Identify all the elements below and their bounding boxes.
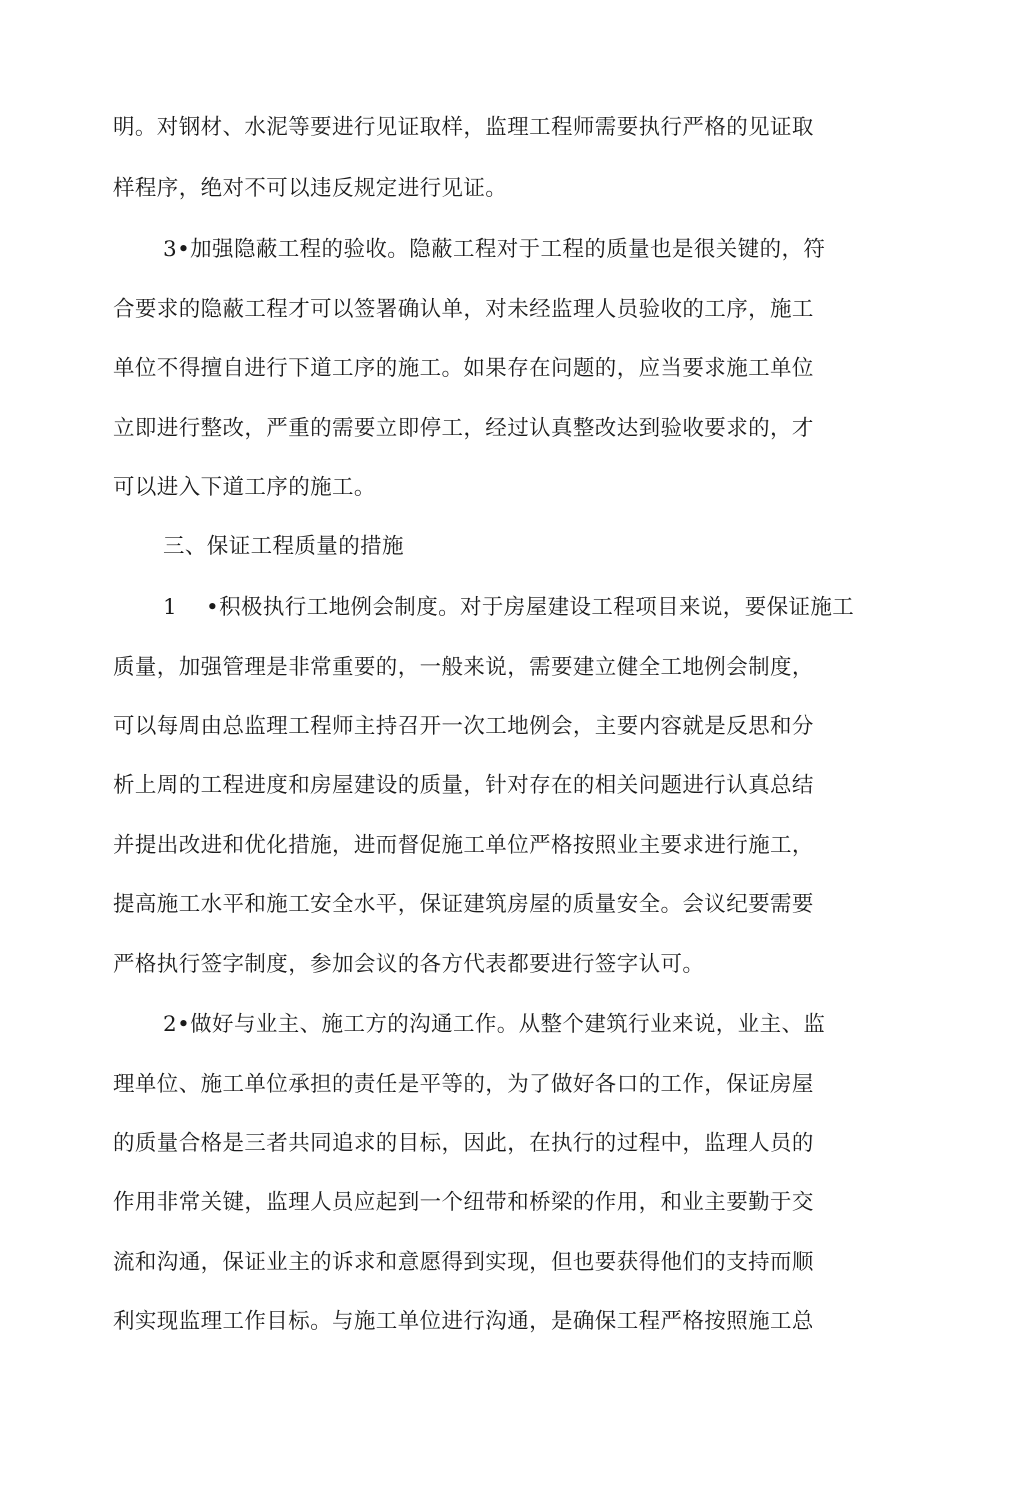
- text-line: 可以每周由总监理工程师主持召开一次工地例会，主要内容就是反思和分: [113, 714, 814, 739]
- text-line: 提高施工水平和施工安全水平，保证建筑房屋的质量安全。会议纪要需要: [113, 892, 814, 917]
- text-line: 利实现监理工作目标。与施工单位进行沟通，是确保工程严格按照施工总: [113, 1309, 814, 1334]
- paragraph-start-line: 3•加强隐蔽工程的验收。隐蔽工程对于工程的质量也是很关键的，符: [163, 237, 826, 262]
- text-line: 流和沟通，保证业主的诉求和意愿得到实现，但也要获得他们的支持而顺: [113, 1250, 814, 1275]
- text-line: 并提出改进和优化措施，进而督促施工单位严格按照业主要求进行施工，: [113, 833, 814, 858]
- text-line: 严格执行签字制度，参加会议的各方代表都要进行签字认可。: [113, 952, 705, 977]
- text-line: 合要求的隐蔽工程才可以签署确认单，对未经监理人员验收的工序，施工: [113, 297, 814, 322]
- text-line: 单位不得擅自进行下道工序的施工。如果存在问题的，应当要求施工单位: [113, 356, 814, 381]
- text-line: 样程序，绝对不可以违反规定进行见证。: [113, 176, 508, 201]
- paragraph-start-line: 1 •积极执行工地例会制度。对于房屋建设工程项目来说，要保证施工: [163, 595, 855, 620]
- text-line: 理单位、施工单位承担的责任是平等的，为了做好各口的工作，保证房屋: [113, 1072, 814, 1097]
- text-line: 明。对钢材、水泥等要进行见证取样，监理工程师需要执行严格的见证取: [113, 115, 814, 140]
- text-line: 立即进行整改，严重的需要立即停工，经过认真整改达到验收要求的，才: [113, 416, 814, 441]
- text-line: 质量，加强管理是非常重要的，一般来说，需要建立健全工地例会制度，: [113, 655, 814, 680]
- section-heading: 三、保证工程质量的措施: [163, 534, 404, 559]
- text-line: 作用非常关键，监理人员应起到一个纽带和桥梁的作用，和业主要勤于交: [113, 1190, 814, 1215]
- text-line: 的质量合格是三者共同追求的目标，因此，在执行的过程中，监理人员的: [113, 1131, 814, 1156]
- text-line: 可以进入下道工序的施工。: [113, 475, 376, 500]
- text-line: 析上周的工程进度和房屋建设的质量，针对存在的相关问题进行认真总结: [113, 773, 814, 798]
- paragraph-start-line: 2•做好与业主、施工方的沟通工作。从整个建筑行业来说，业主、监: [163, 1012, 826, 1037]
